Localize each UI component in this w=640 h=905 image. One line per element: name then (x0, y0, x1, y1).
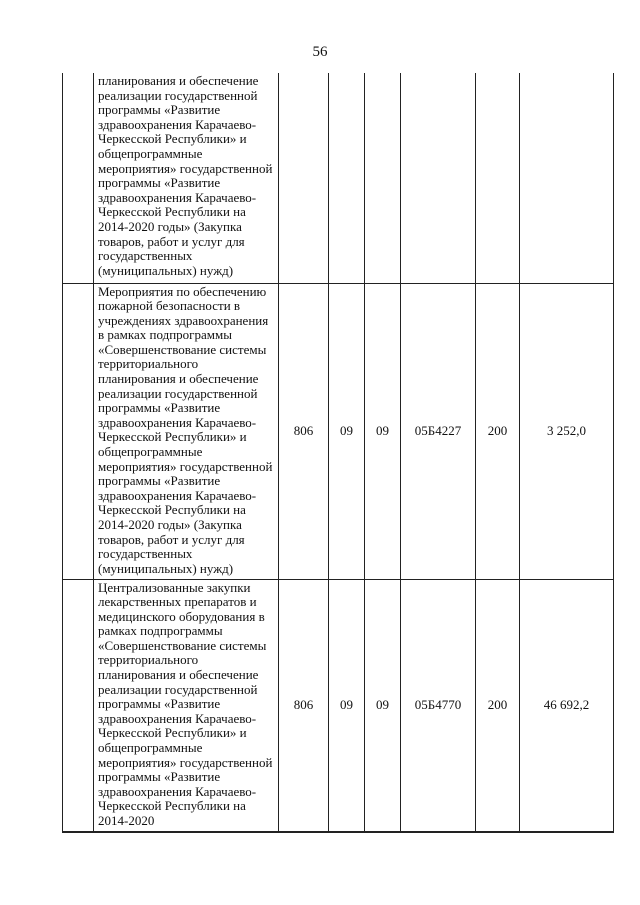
description-cell: Централизованные закупки лекарственных препаратов и медицинского оборудования в рамках подпрограммы «Совершенствование системы территориального планирования и обеспечение реализации государственной программы «Развитие здравоохранения Карачаево-Черкесской Республики» и общепрограммные мероприятия» государственной программы «Развитие здравоохранения Карачаево-Черкесской Республики на 2014-2020 (94, 579, 279, 832)
amount-cell (520, 73, 614, 283)
expense-type-cell (476, 73, 520, 283)
subsection-code-cell: 09 (365, 283, 401, 579)
row-number-cell (63, 579, 94, 832)
table-row (63, 579, 614, 832)
target-article-cell (401, 73, 476, 283)
amount-cell: 3 252,0 (520, 283, 614, 579)
subsection-code-cell: 09 (365, 579, 401, 832)
table-row (63, 73, 614, 283)
budget-table (62, 73, 614, 833)
section-code-cell: 09 (329, 283, 365, 579)
target-article-cell: 05Б4770 (401, 579, 476, 832)
ministry-code-cell: 806 (279, 579, 329, 832)
page-number: 56 (312, 44, 328, 60)
description-cell: Мероприятия по обеспечению пожарной безопасности в учреждениях здравоохранения в рамках подпрограммы «Совершенствование системы территориального планирования и обеспечение реализации государственной программы «Развитие здравоохранения Карачаево-Черкесской Республики» и общепрограммные мероприятия» государственной программы «Развитие здравоохранения Карачаево-Черкесской Республики на 2014-2020 годы» (Закупка товаров, работ и услуг для государственных (муниципальных) нужд) (94, 283, 279, 579)
section-code-cell (329, 73, 365, 283)
ministry-code-cell: 806 (279, 283, 329, 579)
row-number-cell (63, 73, 94, 283)
section-code-cell: 09 (329, 579, 365, 832)
target-article-cell: 05Б4227 (401, 283, 476, 579)
table-row (63, 283, 614, 579)
row-number-cell (63, 283, 94, 579)
description-cell: планирования и обеспечение реализации государственной программы «Развитие здравоохранения Карачаево-Черкесской Республики» и общепрограммные мероприятия» государственной программы «Развитие здравоохранения Карачаево-Черкесской Республики на 2014-2020 годы» (Закупка товаров, работ и услуг для государственных (муниципальных) нужд) (94, 73, 279, 283)
amount-cell: 46 692,2 (520, 579, 614, 832)
expense-type-cell: 200 (476, 579, 520, 832)
ministry-code-cell (279, 73, 329, 283)
subsection-code-cell (365, 73, 401, 283)
expense-type-cell: 200 (476, 283, 520, 579)
